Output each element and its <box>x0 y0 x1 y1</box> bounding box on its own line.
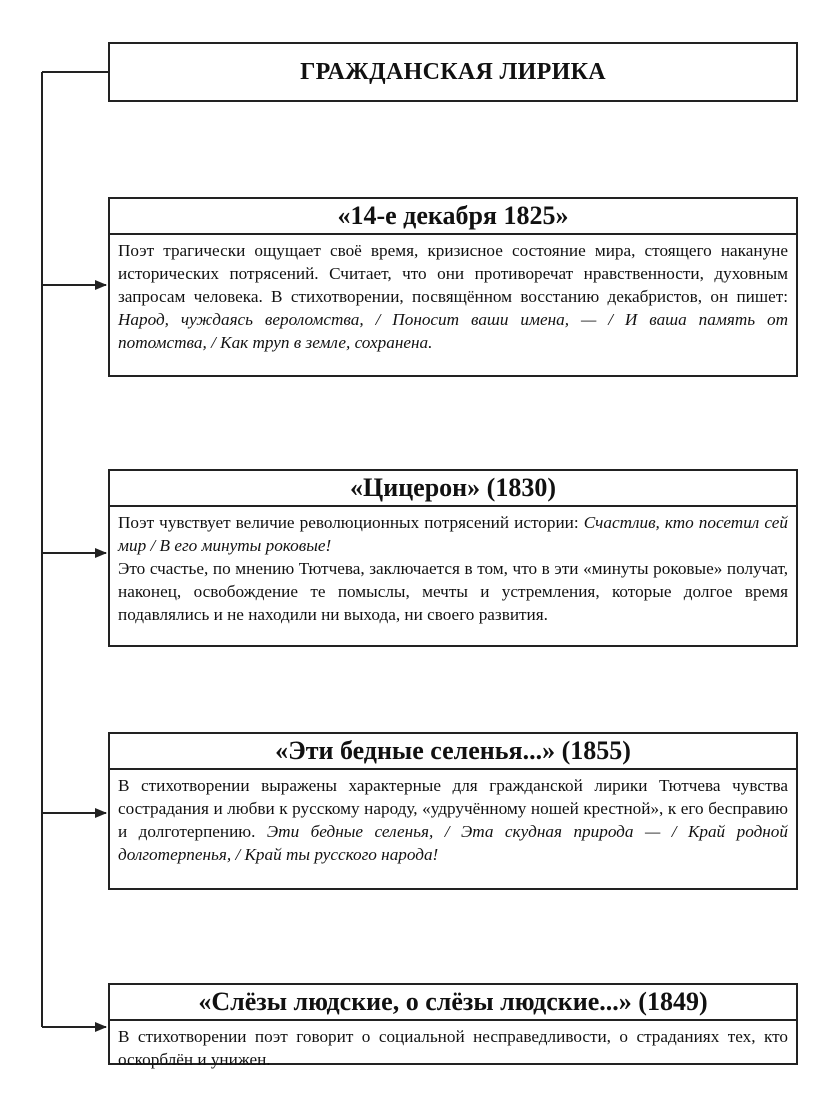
card-text: Поэт трагически ощущает своё время, кризисное состояние мира, стоящего накануне исторических потрясений. Считает, что они противоречат нравственности, духовным запросам человека. В стихотворении, посвящённом восстанию декабристов, он пишет: <box>118 241 788 306</box>
card-heading: «Эти бедные селенья...» (1855) <box>110 734 796 770</box>
main-title-box <box>108 42 798 102</box>
card-text: В стихотворении поэт говорит о социальной несправедливости, о страданиях тех, кто оскорблён и унижен. <box>118 1027 788 1069</box>
card-text: Поэт чувствует величие революционных потрясений истории: <box>118 513 584 532</box>
card-quote: Счастлив, кто посетил сей мир / В его минуты роковые! <box>118 513 788 555</box>
card-ciceron-1830 <box>108 469 798 647</box>
card-slyozy-lyudskie-1849 <box>108 983 798 1069</box>
card-body <box>110 1021 796 1077</box>
card-text-continued: Это счастье, по мнению Тютчева, заключается в том, что в эти «минуты роковые» получат, наконец, освобождение те помыслы, мечты и устремления, которые долгое время подавлялись и не находили ни выхода, ни своего развития. <box>118 559 788 624</box>
card-heading: «Слёзы людские, о слёзы людские...» (1849) <box>110 985 796 1021</box>
card-body <box>110 507 796 632</box>
card-quote: Народ, чуждаясь вероломства, / Поносит ваши имена, — / И ваша память от потомства, / Как труп в земле, сохранена. <box>118 310 788 352</box>
main-title: ГРАЖДАНСКАЯ ЛИРИКА <box>300 58 606 85</box>
card-dekabrya-1825 <box>108 197 798 377</box>
card-heading: «14-е декабря 1825» <box>110 199 796 235</box>
card-heading: «Цицерон» (1830) <box>110 471 796 507</box>
card-body <box>110 235 796 360</box>
card-body <box>110 770 796 872</box>
card-bednye-selenya-1855 <box>108 732 798 890</box>
card-text: В стихотворении выражены характерные для гражданской лирики Тютчева чувства сострадания и любви к русскому народу, «удручённому ношей крестной», к его бесправию и долготерпению. <box>118 776 788 841</box>
card-quote: Эти бедные селенья, / Эта скудная природа — / Край родной долготерпенья, / Край ты русского народа! <box>118 822 788 864</box>
